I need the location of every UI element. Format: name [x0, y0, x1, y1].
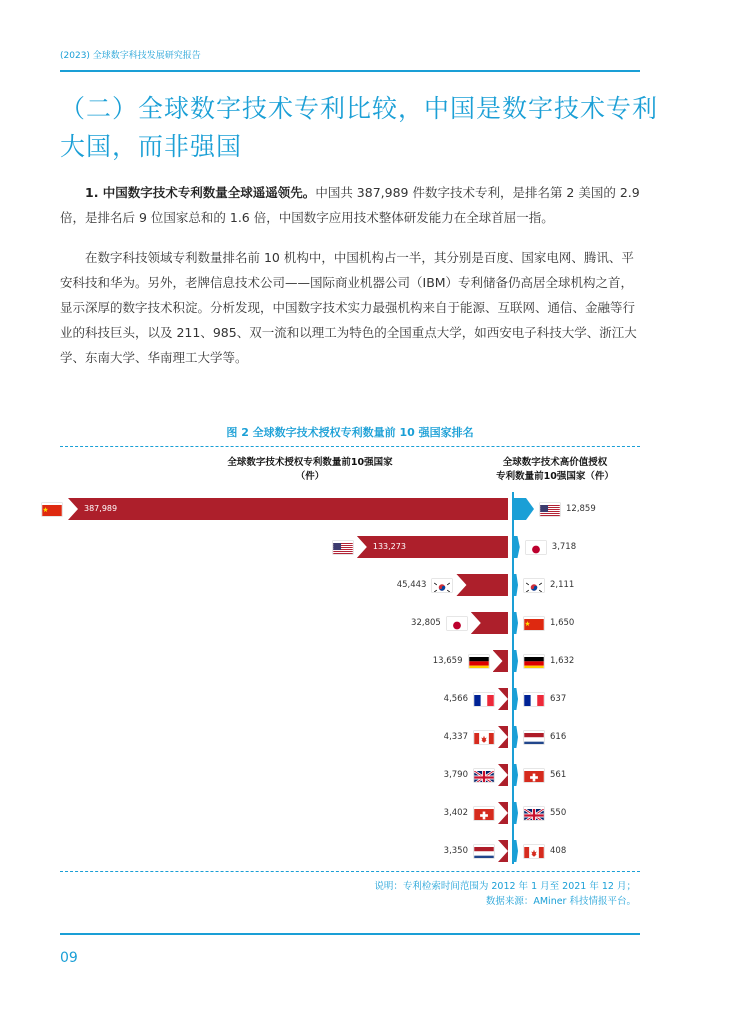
paragraph-1-lead: 1. 中国数字技术专利数量全球遥遥领先。: [85, 185, 316, 200]
figure-note-line-2: 数据来源：AMiner 科技情报平台。: [485, 896, 636, 907]
left-canada-flag-icon: [474, 731, 494, 744]
page-number: 09: [60, 950, 78, 966]
right-value-label-6: 637: [550, 694, 567, 704]
right-bar-4: [514, 612, 518, 634]
right-bar-3: [514, 574, 518, 596]
right-bar-7: [514, 726, 518, 748]
right-usa-flag-icon: [540, 503, 560, 516]
figure-note-line-1: 说明：专利检索时间范围为 2012 年 1 月至 2021 年 12 月；: [374, 881, 636, 892]
left-japan-flag-icon: [447, 617, 467, 630]
right-bar-2: [514, 536, 520, 558]
left-value-label-1: 387,989: [84, 504, 118, 513]
paragraph-2: 在数字科技领域专利数量排名前 10 机构中，中国机构占一半，其分别是百度、国家电网、腾讯、平安科技和华为。另外，老牌信息技术公司——国际商业机器公司（IBM）专利储备仍高居全球机构之首，显示深厚的数字技术积淀。分析发现，中国数字技术实力最强机构来自于能源、互联网、通信、金融等行业的科技巨头，以及 211、985、双一流和以理工为特色的全国重点大学，如西安电子科技大学、浙江大学、东南大学、华南理工大学等。: [60, 250, 637, 365]
left-value-label-10: 3,350: [443, 846, 468, 856]
left-netherlands-flag-icon: [474, 845, 494, 858]
left-switzerland-flag-icon: [474, 807, 494, 820]
left-bar-5: [493, 650, 508, 672]
figure-note: [360, 879, 636, 909]
left-germany-flag-icon: [469, 655, 489, 668]
right-netherlands-flag-icon: [524, 731, 544, 744]
right-value-label-1: 12,859: [566, 504, 596, 514]
left-bar-9: [498, 802, 508, 824]
figure-caption: 图 2 全球数字技术授权专利数量前 10 强国家排名: [226, 426, 474, 439]
left-bar-1: [68, 498, 508, 520]
left-south-korea-flag-icon: [432, 579, 452, 592]
right-canada-flag-icon: [524, 845, 544, 858]
left-bar-8: [498, 764, 508, 786]
left-usa-flag-icon: [333, 541, 353, 554]
right-germany-flag-icon: [524, 655, 544, 668]
left-value-label-7: 4,337: [443, 732, 468, 742]
left-bar-6: [498, 688, 508, 710]
right-value-label-8: 561: [550, 770, 567, 780]
left-value-label-6: 4,566: [443, 694, 468, 704]
section-title: （二）全球数字技术专利比较，中国是数字技术专利大国，而非强国: [60, 94, 659, 161]
right-value-label-2: 3,718: [551, 542, 577, 552]
right-series-header: 全球数字技术高价值授权 专利数量前10强国家（件）: [496, 457, 614, 482]
right-uk-flag-icon: [524, 807, 544, 820]
left-bar-7: [498, 726, 508, 748]
right-bar-10: [514, 840, 518, 862]
right-value-label-3: 2,111: [550, 580, 575, 590]
left-china-flag-icon: [42, 503, 62, 516]
right-japan-flag-icon: [526, 541, 546, 554]
running-header: (2023) 全球数字科技发展研究报告: [60, 51, 201, 61]
left-value-label-9: 3,402: [443, 808, 468, 818]
left-uk-flag-icon: [474, 769, 494, 782]
left-bar-4: [471, 612, 508, 634]
left-value-label-2: 133,273: [372, 542, 406, 551]
right-value-label-7: 616: [550, 732, 567, 742]
paragraph-1-body: 中国共 387,989 件数字技术专利，是排名第 2 美国的 2.9 倍，是排名后 9 位国家总和的 1.6 倍，中国数字应用技术整体研发能力在全球首屈一指。: [60, 185, 640, 225]
right-south-korea-flag-icon: [524, 579, 544, 592]
left-france-flag-icon: [474, 693, 494, 706]
left-bar-10: [498, 840, 508, 862]
right-bar-9: [514, 802, 518, 824]
left-value-label-3: 45,443: [396, 580, 427, 590]
right-value-label-4: 1,650: [550, 618, 575, 628]
footer-divider: [60, 933, 640, 935]
right-bar-5: [514, 650, 518, 672]
left-value-label-5: 13,659: [432, 656, 463, 666]
left-value-label-4: 32,805: [411, 618, 441, 628]
right-bar-1: [514, 498, 534, 520]
right-value-label-5: 1,632: [550, 656, 575, 666]
right-value-label-10: 408: [550, 846, 567, 856]
left-bar-3: [456, 574, 508, 596]
right-bar-6: [514, 688, 518, 710]
left-series-header: 全球数字技术授权专利数量前10强国家 （件）: [227, 457, 393, 482]
right-value-label-9: 550: [550, 808, 567, 818]
right-switzerland-flag-icon: [524, 769, 544, 782]
right-china-flag-icon: [524, 617, 544, 630]
right-france-flag-icon: [524, 693, 544, 706]
left-value-label-8: 3,790: [443, 770, 468, 780]
figure-bottom-divider: [60, 871, 640, 872]
right-bar-8: [514, 764, 518, 786]
